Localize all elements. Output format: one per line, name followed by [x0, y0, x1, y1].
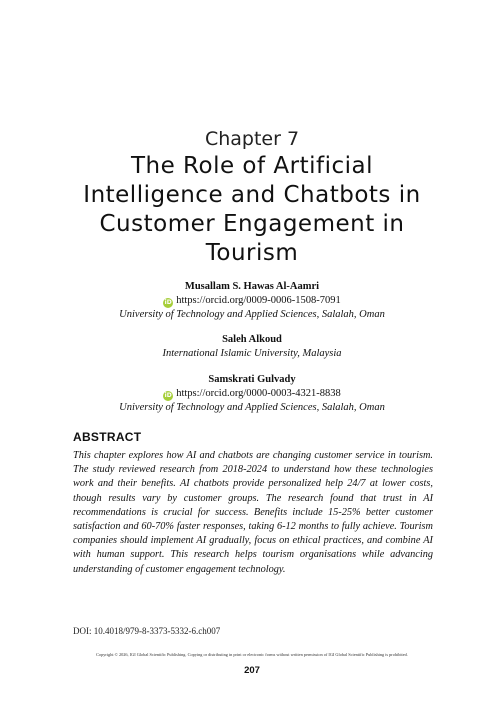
copyright-notice: Copyright © 2026, IGI Global Scientific Publishing. Copying or distributing in print or electronic forms without written permission of IGI Global Scientific Publishing is prohibited. [96, 652, 408, 657]
author-name: Musallam S. Hawas Al-Aamri [184, 281, 320, 292]
author-name: Samskrati Gulvady [208, 374, 296, 385]
orcid-icon: iD [164, 392, 172, 399]
orcid-link[interactable]: https://orcid.org/0000-0003-4321-8838 [176, 388, 341, 399]
abstract-body: This chapter explores how AI and chatbots are changing customer service in tourism. The study reviewed research from 2018-2024 to understand how these technologies work and their benefits. AI chatbots provide personalized help 24/7 at lower costs, though results vary by customer groups. The research found that trust in AI recommendations is crucial for success. Benefits include 15-25% better customer satisfaction and 60-70% faster responses, taking 6-12 months to fully achieve. Tourism companies should implement AI gradually, focus on ethical practices, and combine AI with human support. This research helps tourism organisations while advancing understanding of customer engagement technology. [73, 450, 433, 575]
author-name: Saleh Alkoud [222, 334, 282, 345]
abstract-heading: ABSTRACT [73, 430, 142, 444]
author-block-2 [0, 333, 504, 361]
chapter-title: The Role of Artificial Intelligence and Chatbots in Customer Engagement in Tourism [83, 153, 421, 266]
orcid-line [0, 294, 504, 308]
author-block-3 [0, 373, 504, 415]
chapter-label: Chapter 7 [204, 128, 300, 150]
orcid-line [0, 387, 504, 401]
orcid-icon: iD [164, 299, 172, 306]
page-number: 207 [244, 665, 260, 676]
orcid-link[interactable]: https://orcid.org/0009-0006-1508-7091 [176, 295, 341, 306]
author-affiliation: University of Technology and Applied Sciences, Salalah, Oman [119, 309, 385, 320]
doi: DOI: 10.4018/979-8-3373-5332-6.ch007 [73, 626, 221, 636]
author-block-1 [0, 280, 504, 322]
author-affiliation: University of Technology and Applied Sciences, Salalah, Oman [119, 402, 385, 413]
author-affiliation: International Islamic University, Malaysia [162, 348, 342, 359]
